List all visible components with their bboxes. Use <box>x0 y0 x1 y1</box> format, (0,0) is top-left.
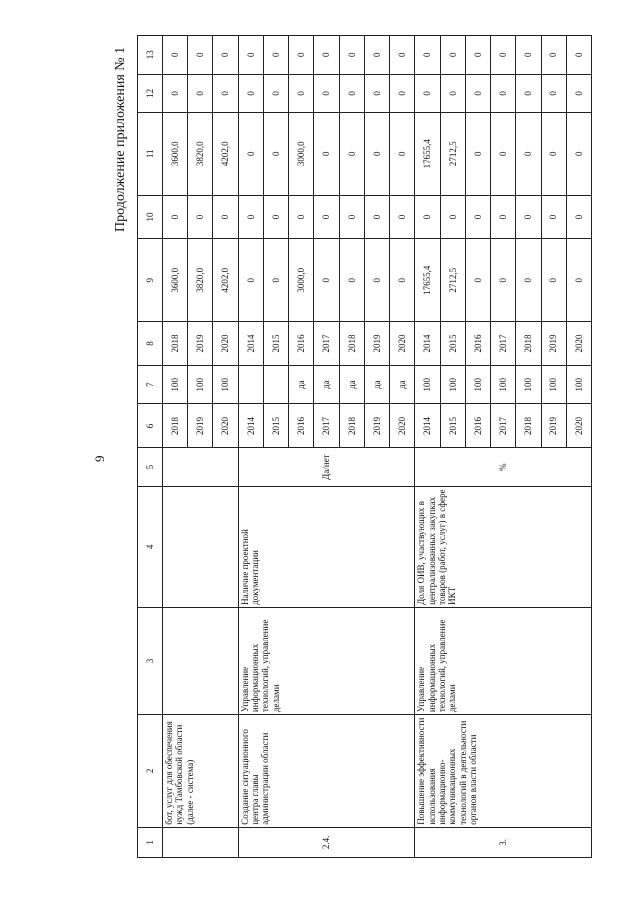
value-cell: 0 <box>541 74 566 112</box>
value-cell: 0 <box>390 239 415 321</box>
value-cell: 0 <box>238 36 263 75</box>
value-cell: 2014 <box>238 321 263 365</box>
value-cell: да <box>390 365 415 403</box>
value-cell: 2016 <box>465 321 490 365</box>
value-cell: 0 <box>238 195 263 239</box>
value-cell: 0 <box>364 195 389 239</box>
table-row <box>238 36 263 858</box>
value-cell: 0 <box>163 195 188 239</box>
value-cell: 0 <box>263 113 288 195</box>
value-cell: 0 <box>516 113 541 195</box>
value-cell: 0 <box>465 195 490 239</box>
program-table <box>137 35 592 858</box>
value-cell: 17655,4 <box>415 239 440 321</box>
value-cell: 0 <box>465 113 490 195</box>
value-cell: 0 <box>491 239 516 321</box>
value-cell: 0 <box>516 239 541 321</box>
column-number-cell: 7 <box>138 365 163 403</box>
value-cell: 0 <box>289 36 314 75</box>
measure-name-cell: Повышение эффективности использования информационно-коммуникационных технологий в деятельности органов власти области <box>415 715 592 828</box>
value-cell: 2018 <box>516 404 541 448</box>
value-cell: 2018 <box>516 321 541 365</box>
value-cell: 0 <box>238 239 263 321</box>
value-cell: 2014 <box>238 404 263 448</box>
value-cell: 0 <box>263 36 288 75</box>
value-cell: 4202,0 <box>213 113 238 195</box>
value-cell: 100 <box>491 365 516 403</box>
value-cell: 0 <box>364 239 389 321</box>
value-cell <box>263 365 288 403</box>
value-cell: 2014 <box>415 321 440 365</box>
value-cell: 0 <box>491 74 516 112</box>
value-cell: 2019 <box>541 321 566 365</box>
value-cell: 17655,4 <box>415 113 440 195</box>
value-cell: 2712,5 <box>440 239 465 321</box>
column-number-cell: 11 <box>138 113 163 195</box>
value-cell: 0 <box>339 113 364 195</box>
value-cell: 2018 <box>339 321 364 365</box>
value-cell: 0 <box>541 239 566 321</box>
value-cell: 3600,0 <box>163 113 188 195</box>
value-cell: 0 <box>541 36 566 75</box>
table-body <box>163 36 592 858</box>
value-cell <box>238 365 263 403</box>
value-cell: 0 <box>415 74 440 112</box>
value-cell: 0 <box>188 74 213 112</box>
value-cell: 0 <box>188 195 213 239</box>
value-cell: 0 <box>263 239 288 321</box>
value-cell: 0 <box>314 113 339 195</box>
value-cell: 0 <box>491 113 516 195</box>
value-cell: да <box>364 365 389 403</box>
column-number-cell: 2 <box>138 715 163 828</box>
value-cell: 100 <box>213 365 238 403</box>
value-cell: 0 <box>541 113 566 195</box>
value-cell: 0 <box>238 113 263 195</box>
column-number-cell: 4 <box>138 486 163 607</box>
column-number-cell: 10 <box>138 195 163 239</box>
value-cell: 100 <box>566 365 591 403</box>
value-cell: 4202,0 <box>213 239 238 321</box>
indicator-cell: Наличие проектной документации <box>238 486 415 607</box>
unit-cell <box>163 448 239 486</box>
value-cell: 100 <box>541 365 566 403</box>
unit-cell: Да/нет <box>238 448 415 486</box>
value-cell: 2019 <box>541 404 566 448</box>
value-cell: 2017 <box>314 321 339 365</box>
indicator-cell <box>163 486 239 607</box>
value-cell: 0 <box>364 74 389 112</box>
value-cell: 100 <box>516 365 541 403</box>
value-cell: 0 <box>516 36 541 75</box>
value-cell: 0 <box>238 74 263 112</box>
value-cell: 2018 <box>163 321 188 365</box>
appendix-continuation-heading: Продолжение приложения № 1 <box>113 46 128 232</box>
value-cell: 100 <box>440 365 465 403</box>
value-cell: 2017 <box>491 404 516 448</box>
value-cell: 0 <box>289 74 314 112</box>
value-cell: 0 <box>566 195 591 239</box>
value-cell: 0 <box>390 36 415 75</box>
row-number-cell: 2.4. <box>238 827 415 857</box>
value-cell: 2018 <box>339 404 364 448</box>
value-cell: 0 <box>390 74 415 112</box>
value-cell: 0 <box>566 239 591 321</box>
value-cell: 100 <box>465 365 490 403</box>
value-cell: 2015 <box>263 404 288 448</box>
value-cell: 0 <box>364 36 389 75</box>
value-cell: 2019 <box>364 321 389 365</box>
value-cell: 0 <box>163 74 188 112</box>
value-cell: 3820,0 <box>188 239 213 321</box>
row-number-cell <box>163 827 239 857</box>
value-cell: 0 <box>440 74 465 112</box>
value-cell: 3600,0 <box>163 239 188 321</box>
value-cell: 2017 <box>314 404 339 448</box>
column-number-cell: 9 <box>138 239 163 321</box>
value-cell: 2015 <box>440 321 465 365</box>
value-cell: 0 <box>390 195 415 239</box>
value-cell: 0 <box>491 36 516 75</box>
value-cell: 2016 <box>289 321 314 365</box>
value-cell: 0 <box>364 113 389 195</box>
value-cell: 2020 <box>390 321 415 365</box>
value-cell: 0 <box>339 74 364 112</box>
value-cell: 2019 <box>364 404 389 448</box>
value-cell: 2020 <box>390 404 415 448</box>
value-cell: да <box>289 365 314 403</box>
value-cell: 2016 <box>465 404 490 448</box>
value-cell: 2015 <box>263 321 288 365</box>
unit-cell: % <box>415 448 592 486</box>
executor-cell <box>163 607 239 714</box>
indicator-cell: Доля ОИВ, участвующих в централизованных закупках товаров (работ, услуг) в сфере ИКТ <box>415 486 592 607</box>
value-cell: 0 <box>390 113 415 195</box>
column-number-cell: 3 <box>138 607 163 714</box>
table-row <box>415 36 440 858</box>
value-cell: 2020 <box>213 321 238 365</box>
value-cell: 0 <box>263 74 288 112</box>
value-cell: 0 <box>566 74 591 112</box>
value-cell: 0 <box>263 195 288 239</box>
value-cell: 0 <box>465 74 490 112</box>
value-cell: 0 <box>491 195 516 239</box>
value-cell: 0 <box>289 195 314 239</box>
value-cell: 2712,5 <box>440 113 465 195</box>
value-cell: 0 <box>465 36 490 75</box>
column-number-cell: 12 <box>138 74 163 112</box>
value-cell: 0 <box>415 36 440 75</box>
value-cell: 100 <box>415 365 440 403</box>
value-cell: 0 <box>314 195 339 239</box>
value-cell: 3000,0 <box>289 113 314 195</box>
value-cell: 2018 <box>163 404 188 448</box>
value-cell: 0 <box>440 195 465 239</box>
value-cell: 2017 <box>491 321 516 365</box>
value-cell: да <box>339 365 364 403</box>
value-cell: 0 <box>213 74 238 112</box>
value-cell: 2014 <box>415 404 440 448</box>
value-cell: 2020 <box>566 321 591 365</box>
value-cell: 0 <box>516 195 541 239</box>
value-cell: 0 <box>163 36 188 75</box>
program-table-container <box>137 35 592 858</box>
value-cell: 0 <box>314 74 339 112</box>
row-number-cell: 3. <box>415 827 592 857</box>
column-number-cell: 1 <box>138 827 163 857</box>
value-cell: 3000,0 <box>289 239 314 321</box>
value-cell: 0 <box>339 195 364 239</box>
value-cell: 100 <box>163 365 188 403</box>
value-cell: 0 <box>465 239 490 321</box>
value-cell: 0 <box>566 113 591 195</box>
measure-name-cell: Создание ситуационного центра главы администрации области <box>238 715 415 828</box>
value-cell: 0 <box>566 36 591 75</box>
executor-cell: Управление информационных технологий, управление делами <box>415 607 592 714</box>
value-cell: 2019 <box>188 321 213 365</box>
value-cell: 0 <box>415 195 440 239</box>
value-cell: да <box>314 365 339 403</box>
value-cell: 0 <box>188 36 213 75</box>
value-cell: 0 <box>213 36 238 75</box>
value-cell: 0 <box>314 239 339 321</box>
value-cell: 100 <box>188 365 213 403</box>
value-cell: 3820,0 <box>188 113 213 195</box>
value-cell: 2015 <box>440 404 465 448</box>
column-number-cell: 6 <box>138 404 163 448</box>
value-cell: 0 <box>516 74 541 112</box>
column-number-row <box>138 36 163 858</box>
table-row <box>163 36 188 858</box>
value-cell: 0 <box>314 36 339 75</box>
value-cell: 0 <box>440 36 465 75</box>
value-cell: 2019 <box>188 404 213 448</box>
column-number-cell: 8 <box>138 321 163 365</box>
value-cell: 0 <box>339 36 364 75</box>
page-number: 9 <box>92 455 107 462</box>
executor-cell: Управление информационных технологий, управление делами <box>238 607 415 714</box>
measure-name-cell: бот, услуг для обеспечения нужд Тамбовской области (далее - система) <box>163 715 239 828</box>
column-number-cell: 13 <box>138 36 163 75</box>
value-cell: 2020 <box>566 404 591 448</box>
value-cell: 0 <box>541 195 566 239</box>
value-cell: 2020 <box>213 404 238 448</box>
value-cell: 0 <box>213 195 238 239</box>
value-cell: 2016 <box>289 404 314 448</box>
column-number-cell: 5 <box>138 448 163 486</box>
value-cell: 0 <box>339 239 364 321</box>
